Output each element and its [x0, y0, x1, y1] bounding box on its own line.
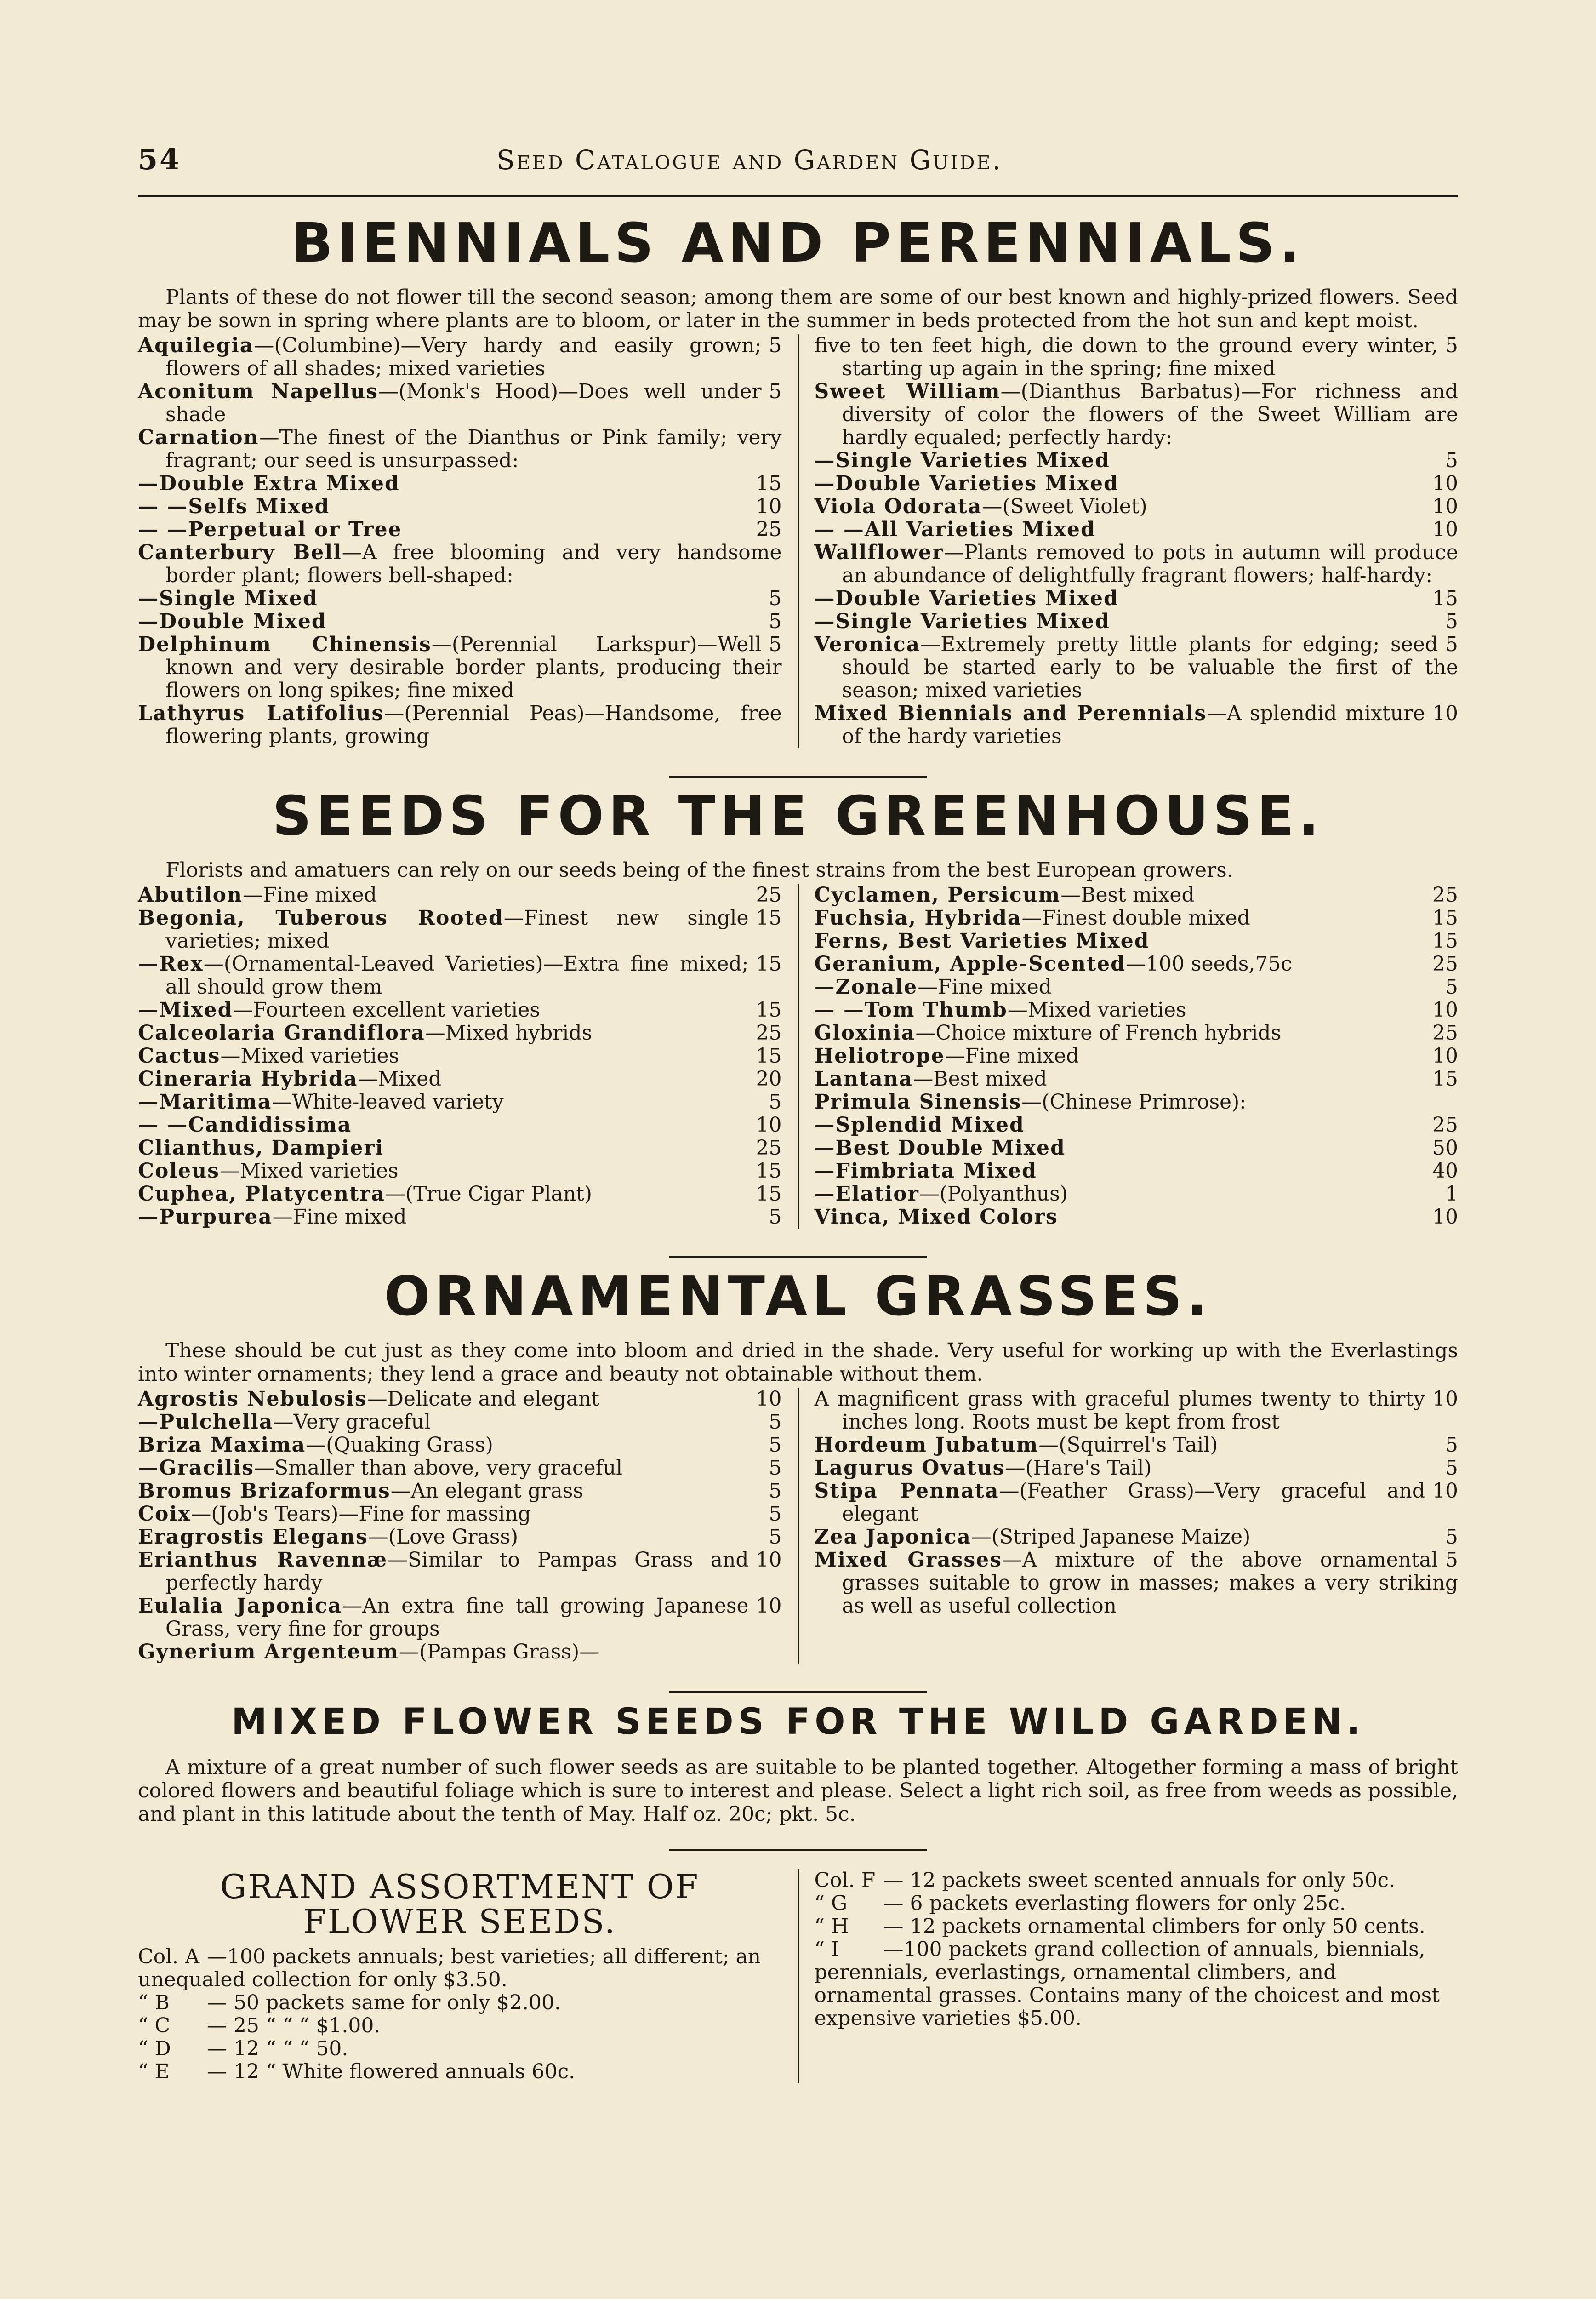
item-price: 5	[769, 380, 782, 403]
header-rule	[138, 195, 1458, 197]
grand-left-column	[138, 1869, 799, 2083]
item-description: —Fine mixed	[918, 975, 1052, 999]
item-name: Coleus	[138, 1159, 220, 1183]
item-name: Geranium, Apple-Scented	[814, 952, 1126, 976]
collection-item	[138, 1991, 782, 2014]
biennials-title: BIENNIALS AND PERENNIALS.	[291, 211, 1305, 275]
catalogue-item	[815, 1388, 1459, 1434]
catalogue-item	[815, 999, 1459, 1022]
item-description: —White-leaved variety	[272, 1090, 504, 1114]
grand-right-column	[799, 1869, 1459, 2083]
biennials-right-column	[799, 334, 1459, 748]
catalogue-item	[138, 1091, 782, 1114]
catalogue-item	[138, 495, 782, 518]
collection-text: —100 packets grand collection of annuals, biennials, perennials, everlastings, ornamental climbers, and ornamental grasses. Contains many of the choicest and most expensive varieties $5.00.	[814, 1938, 1440, 2030]
item-description: —Plants removed to pots in autumn will produce an abundance of delightfully fragrant flowers; half-hardy:	[842, 541, 1458, 587]
grasses-left-column	[138, 1388, 799, 1664]
biennials-intro: Plants of these do not flower till the second season; among them are some of our best known and highly-prized flowers. Seed may be sown in spring where plants are to bloom, or later in the summer in beds protected from the hot sun and kept moist.	[138, 286, 1458, 332]
item-description: —Extremely pretty little plants for edging; seed should be started early to be valuable the first of the season; mixed varieties	[842, 633, 1458, 702]
catalogue-item	[138, 1434, 782, 1457]
catalogue-item	[815, 1206, 1459, 1229]
item-name: Eragrostis Elegans	[138, 1525, 368, 1549]
collection-item	[138, 2037, 782, 2060]
item-name: —Single Mixed	[138, 587, 318, 610]
item-name: Erianthus Ravennæ	[138, 1548, 388, 1572]
item-description: five to ten feet high, die down to the ground every winter, starting up again in the spring; fine mixed	[814, 334, 1438, 380]
catalogue-item	[138, 1022, 782, 1045]
item-description: —(Perennial Peas)—Handsome, free flowering plants, growing	[165, 702, 782, 748]
item-price: 5	[1445, 1433, 1458, 1457]
item-price: 10	[1432, 1044, 1458, 1068]
catalogue-item	[815, 907, 1459, 930]
item-description: —(True Cigar Plant)	[385, 1182, 593, 1206]
item-price: 5	[1445, 1525, 1458, 1549]
item-name: —Purpurea	[138, 1205, 273, 1229]
collection-key: “ H	[814, 1915, 849, 1938]
item-name: Ferns, Best Varieties Mixed	[814, 929, 1150, 953]
collection-text: — 50 packets same for only $2.00.	[207, 1991, 561, 2014]
grand-title-line2: FLOWER SEEDS.	[303, 1902, 616, 1941]
catalogue-item	[815, 518, 1459, 541]
biennials-columns	[138, 334, 1458, 748]
item-price: 10	[1432, 1387, 1458, 1411]
item-description: —100 seeds,75c	[1125, 952, 1292, 976]
item-name: —Maritima	[138, 1090, 272, 1114]
catalogue-item	[815, 1526, 1459, 1549]
running-header	[138, 143, 1458, 189]
item-name: Aquilegia	[138, 334, 254, 357]
collection-text: — 12 packets sweet scented annuals for only 50c.	[883, 1869, 1396, 1892]
item-price: 1	[1445, 1182, 1458, 1206]
item-name: — —Selfs Mixed	[138, 495, 330, 518]
item-description: —Mixed varieties	[1007, 998, 1186, 1022]
item-description: —An elegant grass	[390, 1479, 583, 1503]
item-name: Lagurus Ovatus	[814, 1456, 1005, 1480]
item-name: Cuphea, Platycentra	[138, 1182, 385, 1206]
item-description: —The finest of the Dianthus or Pink family; very fragrant; our seed is unsurpassed:	[165, 426, 782, 472]
catalogue-item	[138, 999, 782, 1022]
item-price: 5	[1445, 1456, 1458, 1480]
catalogue-item	[138, 1480, 782, 1503]
catalogue-item	[138, 1183, 782, 1206]
collection-key: Col. A	[138, 1945, 200, 1968]
item-description: —(Quaking Grass)	[306, 1433, 493, 1457]
collection-item	[815, 1938, 1459, 2030]
catalogue-item	[815, 1068, 1459, 1091]
item-name: Stipa Pennata	[814, 1479, 999, 1503]
catalogue-item	[138, 1045, 782, 1068]
item-name: Calceolaria Grandiflora	[138, 1021, 425, 1045]
item-price: 5	[769, 1525, 782, 1549]
greenhouse-title: SEEDS FOR THE GREENHOUSE.	[272, 784, 1324, 847]
item-name: —Double Extra Mixed	[138, 472, 400, 495]
item-price: 20	[756, 1067, 782, 1091]
item-price: 15	[1432, 929, 1458, 953]
catalogue-item	[138, 633, 782, 702]
catalogue-item	[815, 1160, 1459, 1183]
collection-text: —100 packets annuals; best varieties; all different; an unequaled collection for only $3.50.	[138, 1945, 761, 1991]
catalogue-item	[138, 1641, 782, 1664]
item-name: —Zonale	[814, 975, 918, 999]
item-name: —Best Double Mixed	[814, 1136, 1066, 1160]
item-price: 10	[1432, 518, 1458, 541]
item-name: —Rex	[138, 952, 204, 976]
item-price: 5	[1445, 334, 1458, 357]
item-price: 5	[769, 633, 782, 656]
grasses-columns	[138, 1388, 1458, 1664]
collection-item	[138, 2060, 782, 2083]
section-divider	[669, 1849, 927, 1851]
catalogue-item	[815, 334, 1459, 380]
item-name: Briza Maxima	[138, 1433, 306, 1457]
item-description: —Mixed hybrids	[425, 1021, 593, 1045]
item-name: Primula Sinensis	[814, 1090, 1022, 1114]
catalogue-item	[815, 380, 1459, 449]
item-price: 10	[1432, 1205, 1458, 1229]
item-name: Bromus Brizaformus	[138, 1479, 391, 1503]
item-price: 15	[1432, 1067, 1458, 1091]
catalogue-item	[815, 1434, 1459, 1457]
collection-text: — 25 “ “ “ $1.00.	[207, 2014, 381, 2037]
item-name: —Gracilis	[138, 1456, 254, 1480]
collection-item	[815, 1869, 1459, 1892]
item-price: 25	[756, 883, 782, 907]
item-name: —Double Mixed	[138, 610, 327, 633]
item-price: 10	[756, 1548, 782, 1572]
item-price: 10	[1432, 702, 1458, 725]
catalogue-item	[138, 610, 782, 633]
catalogue-item	[815, 1045, 1459, 1068]
item-description: —An extra fine tall growing Japanese Grass, very fine for groups	[165, 1594, 749, 1641]
item-price: 25	[756, 1136, 782, 1160]
catalogue-item	[815, 449, 1459, 472]
item-description: —Delicate and elegant	[367, 1387, 599, 1411]
item-description: —Best mixed	[1060, 883, 1195, 907]
item-price: 5	[769, 1502, 782, 1526]
wild-garden-title: MIXED FLOWER SEEDS FOR THE WILD GARDEN.	[231, 1701, 1365, 1743]
item-price: 15	[756, 952, 782, 976]
item-description: —(Dianthus Barbatus)—For richness and diversity of color the flowers of the Sweet William are hardly equaled; perfectly hardy:	[842, 380, 1458, 449]
item-name: Viola Odorata	[814, 495, 982, 518]
item-description: —(Chinese Primrose):	[1021, 1090, 1247, 1114]
item-name: Fuchsia, Hybrida	[814, 906, 1022, 930]
item-name: Coix	[138, 1502, 191, 1526]
item-price: 10	[756, 495, 782, 518]
catalogue-item	[138, 884, 782, 907]
item-description: —(Hare's Tail)	[1005, 1456, 1152, 1480]
item-name: Lantana	[814, 1067, 913, 1091]
collection-key: “ E	[138, 2060, 170, 2083]
item-name: Zea Japonica	[814, 1525, 971, 1549]
item-name: —Double Varieties Mixed	[814, 472, 1119, 495]
item-price: 5	[769, 587, 782, 610]
item-name: Delphinum Chinensis	[138, 633, 432, 656]
item-price: 5	[1445, 449, 1458, 472]
item-price: 15	[756, 998, 782, 1022]
item-description: —(Job's Tears)—Fine for massing	[191, 1502, 531, 1526]
item-description: —Fine mixed	[945, 1044, 1079, 1068]
item-name: Veronica	[814, 633, 921, 656]
collection-item	[815, 1892, 1459, 1915]
catalogue-item	[138, 907, 782, 953]
item-price: 15	[1432, 906, 1458, 930]
wild-garden-intro: A mixture of a great number of such flower seeds as are suitable to be planted together. Altogether forming a mass of bright colored flowers and beautiful foliage which is sure to interest and please. Select a light rich soil, as free from weeds as possible, and plant in this latitude about the tenth of May. Half oz. 20c; pkt. 5c.	[138, 1756, 1458, 1826]
greenhouse-right-column	[799, 884, 1459, 1229]
item-price: 25	[756, 518, 782, 541]
catalogue-item	[815, 1183, 1459, 1206]
collection-key: Col. F	[814, 1869, 876, 1892]
collection-key: “ G	[814, 1892, 848, 1915]
catalogue-item	[815, 953, 1459, 976]
item-price: 5	[1445, 633, 1458, 656]
item-name: Cineraria Hybrida	[138, 1067, 358, 1091]
catalogue-item	[815, 610, 1459, 633]
item-name: Gloxinia	[814, 1021, 916, 1045]
item-name: Gynerium Argenteum	[138, 1640, 399, 1664]
item-price: 25	[756, 1021, 782, 1045]
item-price: 5	[769, 334, 782, 357]
item-description: —Smaller than above, very graceful	[254, 1456, 623, 1480]
item-price: 15	[756, 472, 782, 495]
item-description: —Choice mixture of French hybrids	[915, 1021, 1282, 1045]
item-price: 10	[1432, 495, 1458, 518]
catalogue-item	[138, 334, 782, 380]
catalogue-item	[138, 587, 782, 610]
collection-key: “ B	[138, 1991, 170, 2014]
item-description: —Best mixed	[913, 1067, 1047, 1091]
catalogue-item	[138, 1526, 782, 1549]
item-price: 40	[1432, 1159, 1458, 1183]
item-name: Lathyrus Latifolius	[138, 702, 384, 725]
item-name: Abutilon	[138, 883, 243, 907]
catalogue-item	[815, 1480, 1459, 1526]
collection-text: — 6 packets everlasting flowers for only 25c.	[883, 1892, 1346, 1915]
catalogue-item	[815, 587, 1459, 610]
item-price: 15	[756, 1182, 782, 1206]
item-price: 50	[1432, 1136, 1458, 1160]
item-name: —Splendid Mixed	[814, 1113, 1025, 1137]
item-name: —Single Varieties Mixed	[814, 610, 1110, 633]
item-price: 10	[1432, 472, 1458, 495]
item-price: 15	[756, 906, 782, 930]
catalogue-item	[815, 1549, 1459, 1618]
catalogue-item	[138, 702, 782, 748]
page-number: 54	[138, 143, 182, 176]
catalogue-item	[138, 1206, 782, 1229]
item-name: Cactus	[138, 1044, 221, 1068]
item-name: —Fimbriata Mixed	[814, 1159, 1037, 1183]
running-title: Seed Catalogue and Garden Guide.	[496, 144, 1003, 176]
grand-title-line1: GRAND ASSORTMENT OF	[220, 1867, 700, 1906]
catalogue-item	[138, 1068, 782, 1091]
collection-item	[138, 2014, 782, 2037]
item-price: 5	[769, 1205, 782, 1229]
greenhouse-intro: Florists and amatuers can rely on our seeds being of the finest strains from the best European growers.	[165, 858, 1233, 882]
item-name: Vinca, Mixed Colors	[814, 1205, 1058, 1229]
item-price: 10	[756, 1594, 782, 1618]
catalogue-item	[815, 702, 1459, 748]
item-price: 15	[1432, 587, 1458, 610]
catalogue-item	[815, 633, 1459, 702]
item-description: —(Monk's Hood)—Does well under shade	[165, 380, 762, 426]
grand-left-list	[138, 1945, 782, 2083]
item-description: —A free blooming and very handsome border plant; flowers bell-shaped:	[165, 541, 782, 587]
item-description: —Similar to Pampas Grass and perfectly hardy	[165, 1548, 749, 1595]
item-price: 5	[769, 1410, 782, 1434]
item-price: 5	[769, 1479, 782, 1503]
item-name: Clianthus, Dampieri	[138, 1136, 384, 1160]
item-name: Hordeum Jubatum	[814, 1433, 1039, 1457]
grand-assortment	[138, 1869, 1458, 2083]
catalogue-item	[815, 1114, 1459, 1137]
item-name: —Elatior	[814, 1182, 919, 1206]
item-description: —Mixed varieties	[220, 1044, 399, 1068]
item-price: 5	[769, 1433, 782, 1457]
collection-key: “ C	[138, 2014, 171, 2037]
item-price: 25	[1432, 1113, 1458, 1137]
catalogue-item	[138, 953, 782, 999]
catalogue-item	[138, 1160, 782, 1183]
item-name: Canterbury Bell	[138, 541, 342, 564]
catalogue-item	[138, 1549, 782, 1595]
catalogue-item	[138, 380, 782, 426]
item-price: 15	[756, 1159, 782, 1183]
item-price: 10	[756, 1113, 782, 1137]
catalogue-item	[815, 1457, 1459, 1480]
catalogue-item	[138, 1457, 782, 1480]
collection-item	[138, 1945, 782, 1991]
item-name: — —Candidissima	[138, 1113, 352, 1137]
item-price: 5	[769, 1456, 782, 1480]
item-price: 25	[1432, 1021, 1458, 1045]
catalogue-item	[138, 472, 782, 495]
section-divider	[669, 1691, 927, 1693]
item-price: 5	[1445, 610, 1458, 633]
catalogue-item	[815, 930, 1459, 953]
collection-item	[815, 1915, 1459, 1938]
item-description: —Fine mixed	[243, 883, 377, 907]
item-price: 5	[1445, 1548, 1458, 1572]
catalogue-item	[138, 426, 782, 472]
catalogue-item	[815, 1091, 1459, 1114]
item-description: —A splendid mixture of the hardy varieties	[842, 702, 1425, 748]
catalogue-item	[815, 472, 1459, 495]
item-description: —Very graceful	[273, 1410, 431, 1434]
collection-key: “ D	[138, 2037, 171, 2060]
item-name: Heliotrope	[814, 1044, 945, 1068]
item-name: Mixed Biennials and Perennials	[814, 702, 1207, 725]
item-description: —(Love Grass)	[368, 1525, 519, 1549]
item-name: — —Tom Thumb	[814, 998, 1008, 1022]
item-name: Begonia, Tuberous Rooted	[138, 906, 504, 930]
biennials-left-column	[138, 334, 799, 748]
grand-right-list	[815, 1869, 1459, 2030]
item-name: Wallflower	[814, 541, 944, 564]
item-price: 10	[756, 1387, 782, 1411]
grand-title	[138, 1869, 782, 1939]
item-description: —(Ornamental-Leaved Varieties)—Extra fine mixed; all should grow them	[165, 952, 749, 999]
section-divider	[669, 1256, 927, 1258]
item-description: —Mixed	[358, 1067, 442, 1091]
item-description: —Fourteen excellent varieties	[233, 998, 540, 1022]
item-name: Sweet William	[814, 380, 1001, 403]
item-price: 5	[769, 610, 782, 633]
item-name: — —Perpetual or Tree	[138, 518, 402, 541]
grasses-title: ORNAMENTAL GRASSES.	[384, 1264, 1212, 1328]
catalogue-item	[138, 1595, 782, 1641]
collection-text: — 12 packets ornamental climbers for only 50 cents.	[883, 1915, 1425, 1938]
item-price: 10	[1432, 1479, 1458, 1503]
catalogue-item	[138, 1411, 782, 1434]
grasses-intro: These should be cut just as they come into bloom and dried in the shade. Very useful for working up with the Everlastings into winter ornaments; they lend a grace and beauty not obtainable without them.	[138, 1339, 1458, 1386]
item-description: —(Squirrel's Tail)	[1038, 1433, 1218, 1457]
catalogue-item	[138, 518, 782, 541]
catalogue-item	[815, 976, 1459, 999]
item-name: Eulalia Japonica	[138, 1594, 342, 1618]
item-price: 15	[756, 1044, 782, 1068]
catalogue-item	[815, 1137, 1459, 1160]
item-name: Aconitum Napellus	[138, 380, 378, 403]
item-price: 5	[769, 1090, 782, 1114]
item-price: 25	[1432, 952, 1458, 976]
section-divider	[669, 776, 927, 778]
item-description: —Finest double mixed	[1021, 906, 1250, 930]
item-name: —Pulchella	[138, 1410, 274, 1434]
item-description: —(Sweet Violet)	[982, 495, 1147, 518]
item-name: —Double Varieties Mixed	[814, 587, 1119, 610]
item-description: —(Pampas Grass)—	[399, 1640, 600, 1664]
item-description: —(Columbine)—Very hardy and easily grown; flowers of all shades; mixed varieties	[165, 334, 762, 380]
greenhouse-left-column	[138, 884, 799, 1229]
item-description: —Fine mixed	[272, 1205, 407, 1229]
item-price: 5	[1445, 975, 1458, 999]
item-name: Mixed Grasses	[814, 1548, 1002, 1572]
collection-text: — 12 “ “ “ 50.	[207, 2037, 348, 2060]
catalogue-item	[815, 884, 1459, 907]
catalogue-item	[138, 1503, 782, 1526]
catalogue-item	[815, 1022, 1459, 1045]
greenhouse-columns	[138, 884, 1458, 1229]
item-description: —(Feather Grass)—Very graceful and elegant	[842, 1479, 1425, 1526]
item-price: 10	[1432, 998, 1458, 1022]
item-name: —Mixed	[138, 998, 233, 1022]
item-description: —(Polyanthus)	[919, 1182, 1068, 1206]
item-name: —Single Varieties Mixed	[814, 449, 1110, 472]
catalogue-item	[138, 1137, 782, 1160]
item-description: —A mixture of the above ornamental grasses suitable to grow in masses; makes a very striking as well as useful collection	[842, 1548, 1458, 1618]
catalogue-item	[815, 541, 1459, 587]
catalogue-item	[138, 1114, 782, 1137]
item-price: 25	[1432, 883, 1458, 907]
item-name: Cyclamen, Persicum	[814, 883, 1061, 907]
item-name: Carnation	[138, 426, 259, 449]
collection-text: — 12 “ White flowered annuals 60c.	[207, 2060, 576, 2083]
item-description: —Mixed varieties	[219, 1159, 399, 1183]
item-description: A magnificent grass with graceful plumes twenty to thirty inches long. Roots must be kept from frost	[814, 1387, 1425, 1434]
item-description: —(Striped Japanese Maize)	[971, 1525, 1251, 1549]
item-description: —Finest new single varieties; mixed	[165, 906, 749, 953]
catalogue-item	[815, 495, 1459, 518]
item-name: Agrostis Nebulosis	[138, 1387, 367, 1411]
item-description: —(Perennial Larkspur)—Well known and very desirable border plants, producing their flowers on long spikes; fine mixed	[165, 633, 782, 702]
item-name: — —All Varieties Mixed	[814, 518, 1096, 541]
catalogue-item	[138, 1388, 782, 1411]
grasses-right-column	[799, 1388, 1459, 1664]
collection-key: “ I	[814, 1938, 839, 1961]
catalogue-item	[138, 541, 782, 587]
